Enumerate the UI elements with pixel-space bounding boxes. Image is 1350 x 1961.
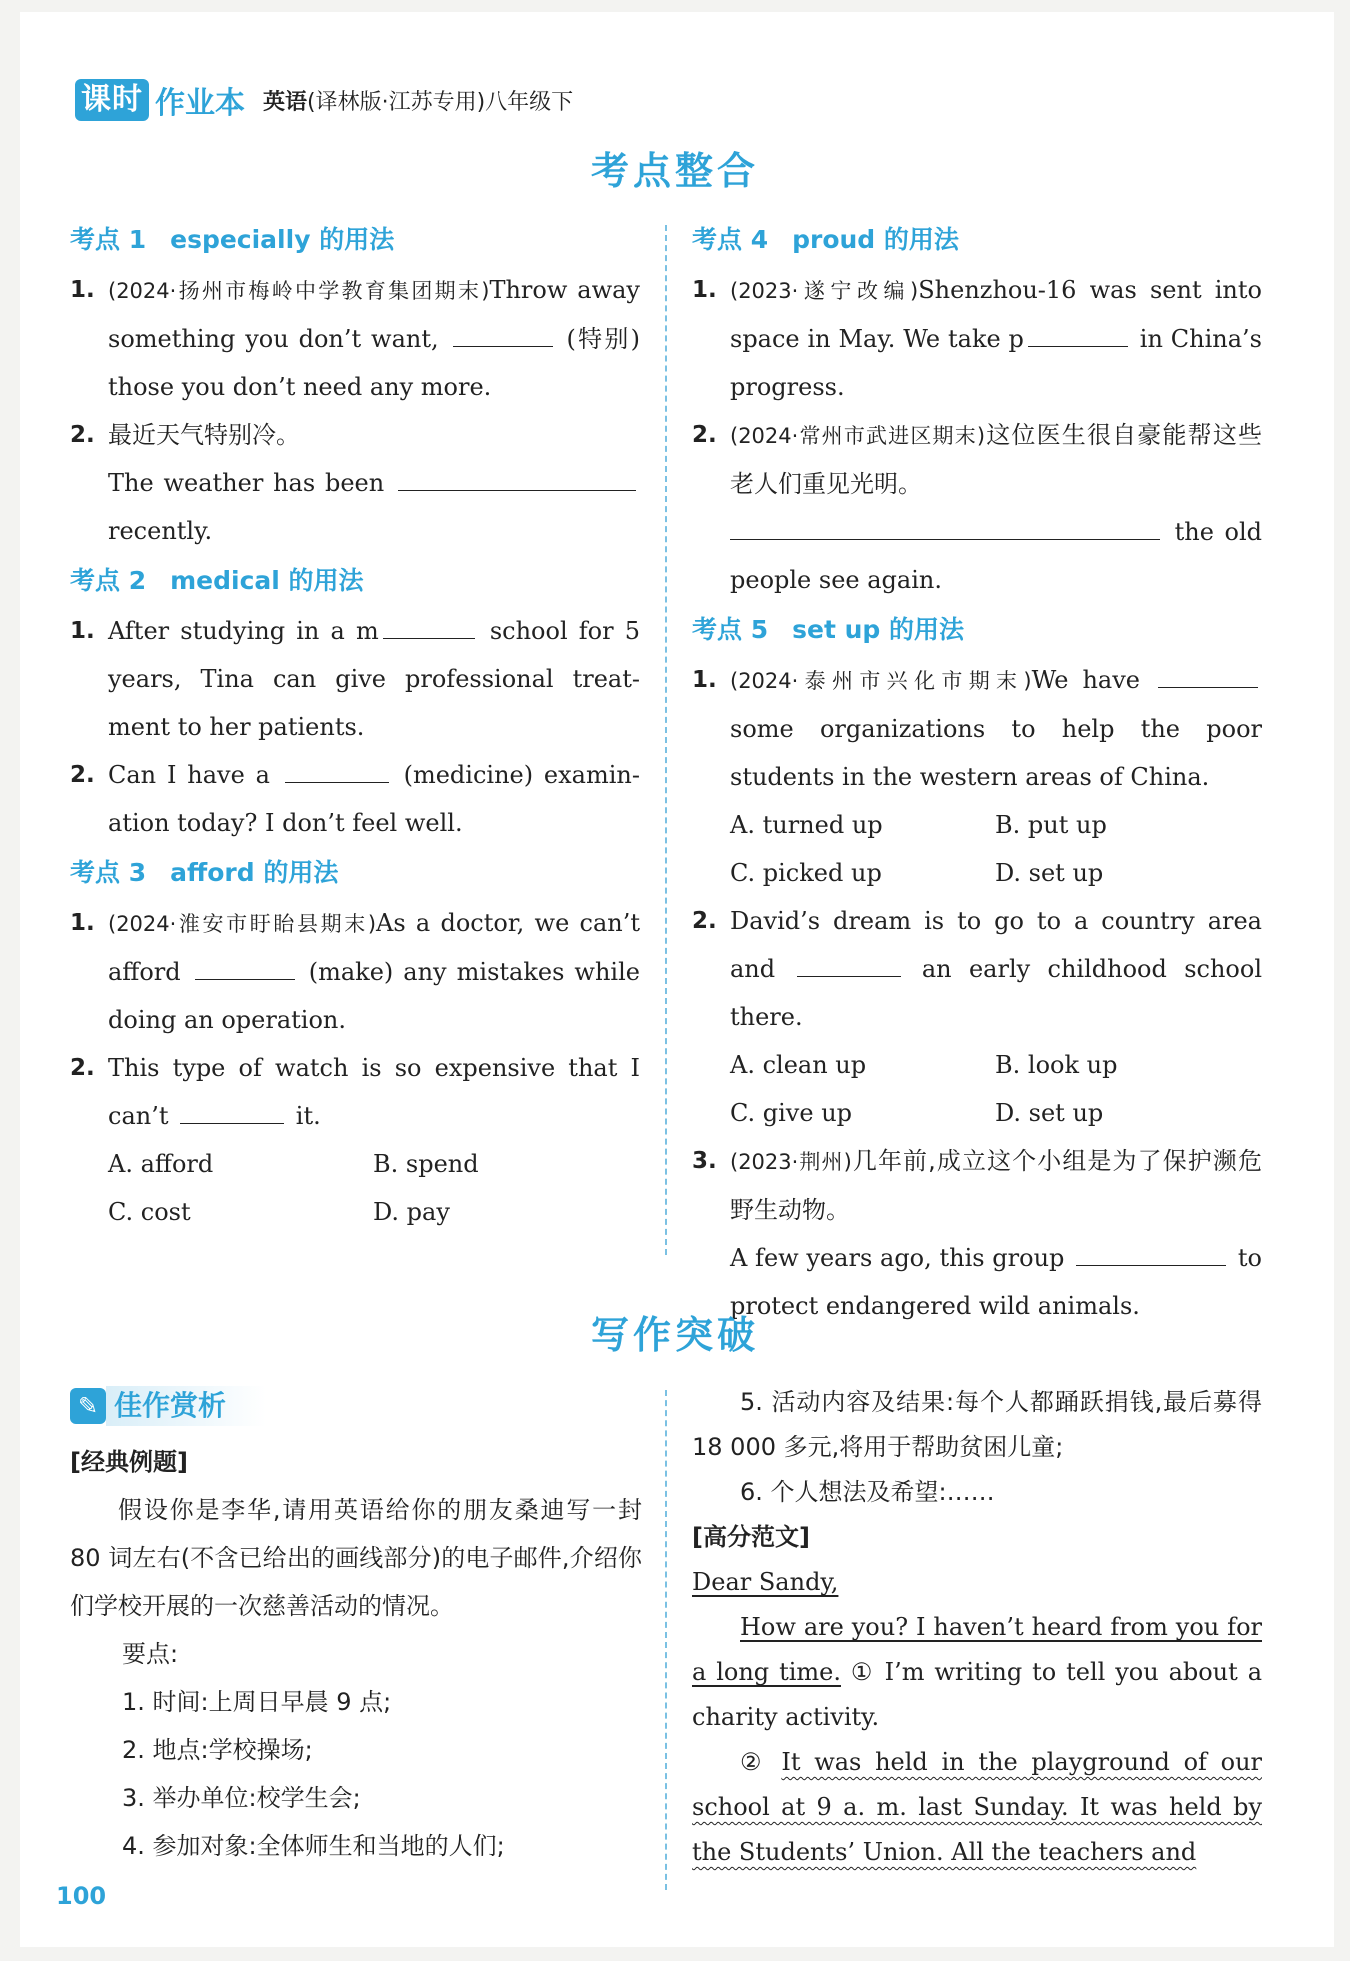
- option[interactable]: D. set up: [995, 1099, 1104, 1127]
- header: [75, 78, 573, 122]
- brand-name: 作业本: [155, 86, 245, 121]
- key-point-5-heading: 考点 5 set up 的用法: [692, 615, 964, 644]
- option[interactable]: C. picked up: [730, 859, 882, 887]
- question: 1. (2023·遂宁改编)Shenzhou-16 was sent into space in May. We take p in China’s progress.: [692, 276, 1262, 401]
- question: 2. David’s dream is to go to a country area and an early childhood school there.: [692, 907, 1262, 1031]
- column-divider: [665, 1390, 667, 1890]
- answer-blank[interactable]: [797, 946, 901, 977]
- option[interactable]: A. afford: [108, 1150, 214, 1178]
- answer-options: [70, 1140, 640, 1236]
- question: 2. This type of watch is so expensive that I can’t it.: [70, 1054, 640, 1130]
- answer-blank[interactable]: [1076, 1235, 1226, 1266]
- question: 2. (2024·常州市武进区期末)这位医生很自豪能帮这些老人们重见光明。 the old people see again.: [692, 421, 1262, 594]
- writing-right-column: [692, 1380, 1262, 1875]
- answer-options: [692, 801, 1262, 897]
- option[interactable]: A. clean up: [730, 1051, 867, 1079]
- question: 1. (2024·泰州市兴化市期末)We have some organizations to help the poor students in the western areas of China.: [692, 656, 1262, 801]
- key-point-3-heading: 考点 3 afford 的用法: [70, 858, 339, 887]
- point-item: 2. 地点:学校操场;: [122, 1736, 313, 1764]
- answer-blank[interactable]: [180, 1093, 284, 1124]
- paragraph-1: How are you? I haven’t heard from you for a long time. ① I’m writing to tell you about a charity activity.: [692, 1613, 1263, 1731]
- writing-prompt: 假设你是李华,请用英语给你的朋友桑迪写一封 80 词左右(不含已给出的画线部分)的电子邮件,介绍你们学校开展的一次慈善活动的情况。: [70, 1496, 642, 1620]
- model-essay-label: [高分范文]: [692, 1523, 810, 1551]
- question-source: (2023·荆州): [730, 1150, 852, 1174]
- question-source: (2024·扬州市梅岭中学教育集团期末): [108, 279, 490, 303]
- key-point-2-heading: 考点 2 medical 的用法: [70, 566, 364, 595]
- question: 2. Can I have a (medicine) examin-ation today? I don’t feel well.: [70, 751, 640, 847]
- left-column: [70, 214, 640, 1236]
- question-source: (2024·淮安市盱眙县期末): [108, 912, 377, 936]
- key-point-1-heading: 考点 1 especially 的用法: [70, 225, 395, 254]
- answer-blank[interactable]: [453, 316, 553, 347]
- column-divider: [665, 225, 667, 1255]
- point-item: 4. 参加对象:全体师生和当地的人们;: [122, 1832, 505, 1860]
- question: 2. 最近天气特别冷。 The weather has been recently.: [70, 411, 640, 555]
- question-source: (2023·遂宁改编): [730, 279, 919, 303]
- question: 3. (2023·荆州)几年前,成立这个小组是为了保护濒危野生动物。 A few years ago, this group to protect endangered wild animals.: [692, 1147, 1262, 1320]
- option[interactable]: C. give up: [730, 1099, 853, 1127]
- key-point-4-heading: 考点 4 proud 的用法: [692, 225, 959, 254]
- answer-blank[interactable]: [1028, 316, 1128, 347]
- brand-logo: 课时: [75, 79, 149, 121]
- option[interactable]: B. put up: [995, 811, 1107, 839]
- edition: (译林版·江苏专用)八年级下: [307, 89, 574, 115]
- page-number: 100: [56, 1882, 107, 1910]
- pencil-icon: ✎: [70, 1388, 106, 1424]
- question-source: (2024·常州市武进区期末): [730, 424, 986, 448]
- option[interactable]: D. set up: [995, 859, 1104, 887]
- question-source: (2024·泰州市兴化市期末): [730, 669, 1032, 693]
- answer-blank[interactable]: [398, 460, 636, 491]
- points-label: 要点:: [122, 1640, 179, 1668]
- right-column: [692, 214, 1262, 1330]
- option[interactable]: B. spend: [373, 1150, 479, 1178]
- question: 1. (2024·扬州市梅岭中学教育集团期末)Throw away something you don’t want, (特别) those you don’t need any more.: [70, 276, 640, 401]
- book-info: [263, 85, 573, 116]
- point-item: 6. 个人想法及希望:……: [740, 1478, 995, 1506]
- section-title-writing: 写作突破: [590, 1312, 759, 1357]
- model-analysis-tag: ✎ 佳作赏析: [70, 1380, 642, 1432]
- question: 1. After studying in a m school for 5 years, Tina can give professional treat-ment to her patients.: [70, 607, 640, 751]
- writing-left-column: [70, 1380, 642, 1870]
- greeting: Dear Sandy,: [692, 1568, 839, 1596]
- section-title-key-points: 考点整合: [590, 148, 759, 193]
- option[interactable]: B. look up: [995, 1051, 1118, 1079]
- option[interactable]: D. pay: [373, 1198, 450, 1226]
- answer-options: [692, 1041, 1262, 1137]
- subject: 英语: [263, 89, 308, 115]
- point-item: 5. 活动内容及结果:每个人都踊跃捐钱,最后募得 18 000 多元,将用于帮助贫困儿童;: [692, 1388, 1262, 1461]
- answer-blank[interactable]: [1158, 657, 1258, 688]
- option[interactable]: A. turned up: [730, 811, 883, 839]
- answer-blank[interactable]: [195, 949, 295, 980]
- question: 1. (2024·淮安市盱眙县期末)As a doctor, we can’t afford (make) any mistakes while doing an operation.: [70, 909, 640, 1034]
- example-label: [经典例题]: [70, 1448, 188, 1476]
- point-item: 1. 时间:上周日早晨 9 点;: [122, 1688, 392, 1716]
- point-item: 3. 举办单位:校学生会;: [122, 1784, 361, 1812]
- option[interactable]: C. cost: [108, 1198, 191, 1226]
- answer-blank[interactable]: [285, 752, 389, 783]
- paragraph-2: ② It was held in the playground of our school at 9 a. m. last Sunday. It was held by the Students’ Union. All the teachers and: [692, 1748, 1262, 1866]
- answer-blank[interactable]: [383, 608, 475, 639]
- answer-blank[interactable]: [730, 509, 1160, 540]
